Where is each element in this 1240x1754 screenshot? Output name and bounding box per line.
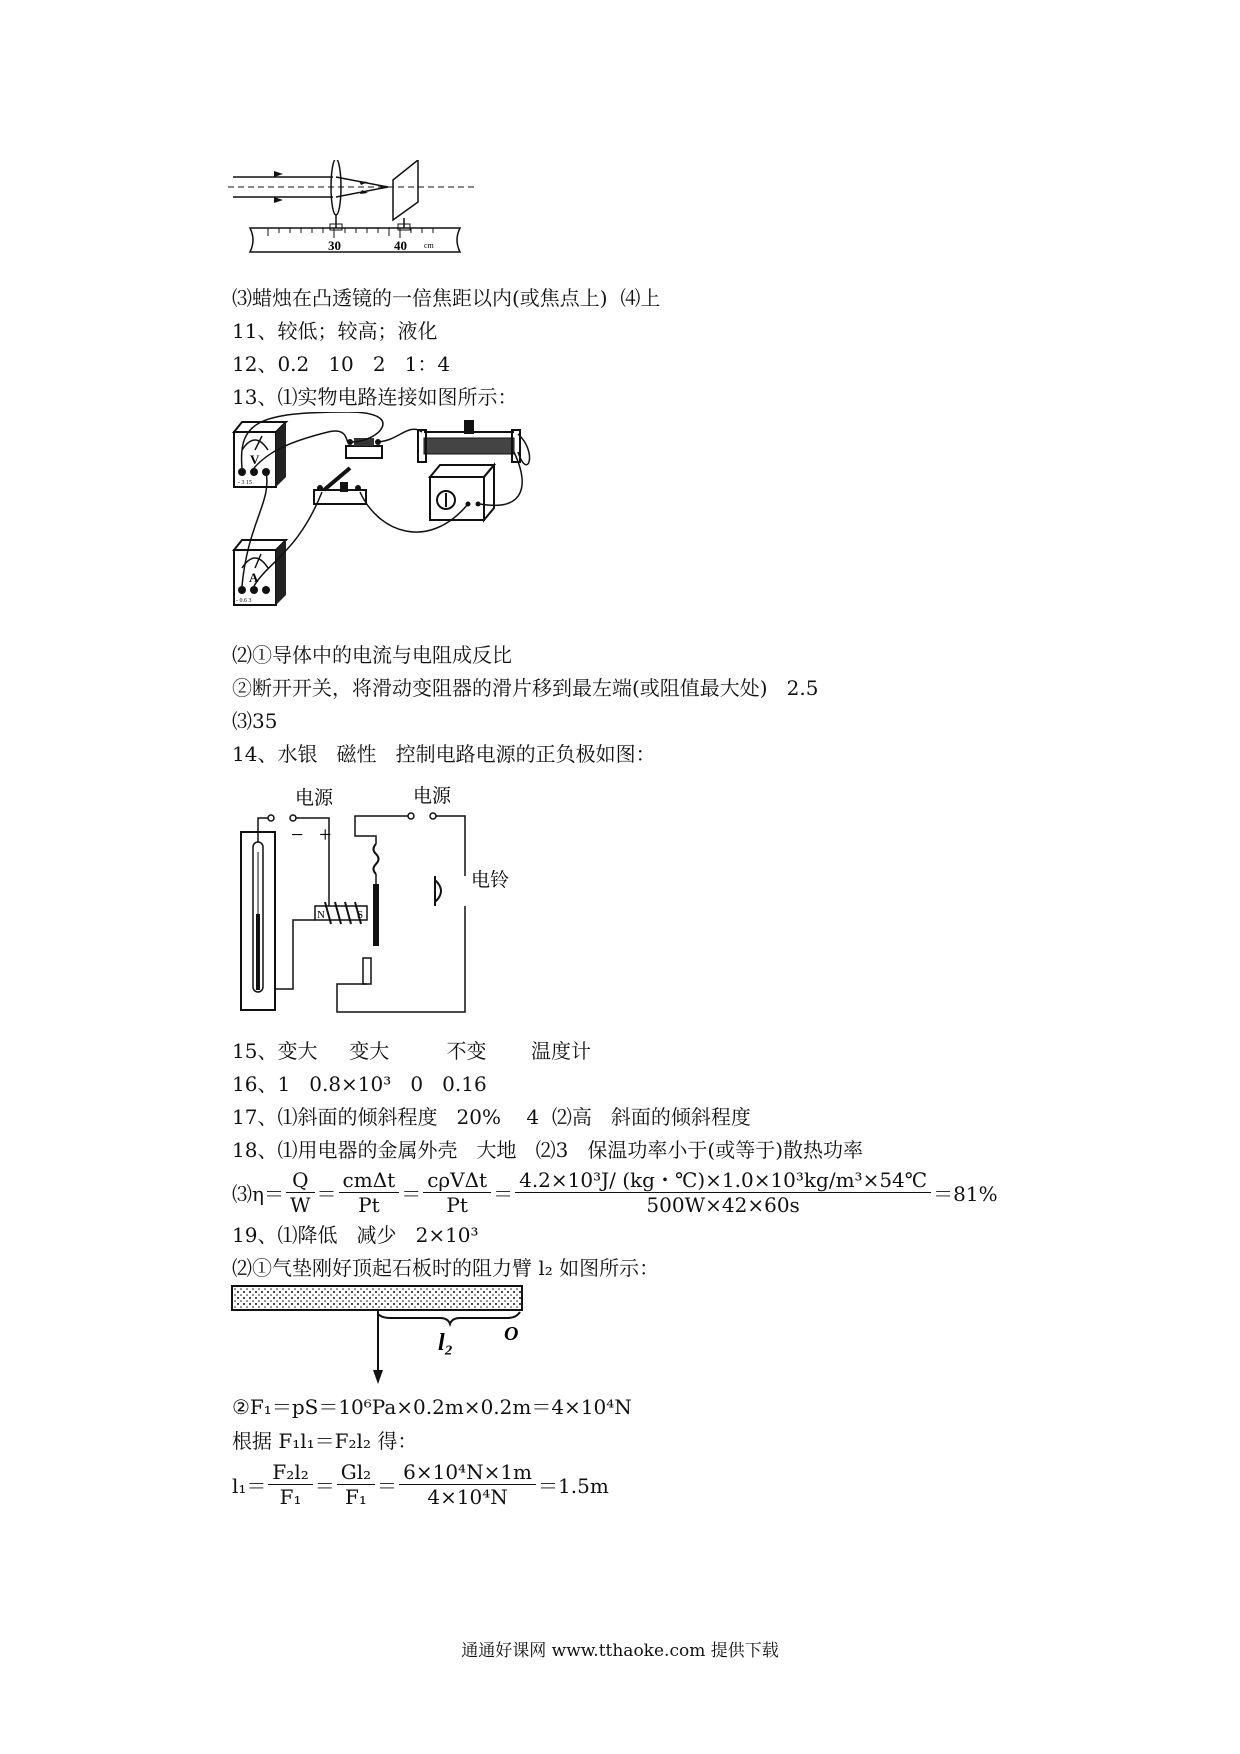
answer-10-3: ⑶蜡烛在凸透镜的一倍焦距以内(或焦点上) ⑷上	[232, 286, 661, 310]
eq19-eq2: ＝	[377, 1474, 398, 1498]
equation-18	[232, 1168, 998, 1217]
bell-label: 电铃	[471, 870, 510, 891]
answer-19-f1: ②F₁＝pS＝10⁶Pa×0.2m×0.2m＝4×10⁴N	[232, 1395, 632, 1419]
spring-icon	[374, 844, 379, 874]
bell-icon	[435, 876, 441, 906]
ammeter-icon	[234, 540, 286, 605]
answer-16: 16、1 0.8×10³ 0 0.16	[232, 1072, 487, 1096]
pole-n: N	[317, 909, 325, 921]
page-footer: 通通好课网 www.tthaoke.com 提供下载	[461, 1641, 779, 1661]
eq19-result: ＝1.5m	[538, 1474, 609, 1498]
eq18-f1-num: Q	[286, 1168, 315, 1193]
lever-arm-label: l₂	[438, 1330, 454, 1356]
answer-13-2a: ⑵①导体中的电流与电阻成反比	[232, 643, 512, 667]
ammeter-scale: - 0.6 3	[236, 598, 252, 604]
answer-17: 17、⑴斜面的倾斜程度 20% 4 ⑵高 斜面的倾斜程度	[232, 1105, 751, 1129]
eq19-f1-num: F₂l₂	[268, 1460, 312, 1485]
eq19-f3-num: 6×10⁴N×1m	[399, 1460, 536, 1485]
answer-19-2: ⑵①气垫刚好顶起石板时的阻力臂 l₂ 如图所示：	[232, 1256, 660, 1280]
eq18-eq1: ＝	[316, 1182, 337, 1206]
eq19-f2-num: Gl₂	[337, 1460, 375, 1485]
pivot-label: O	[504, 1323, 519, 1345]
rheostat-icon	[418, 420, 520, 462]
switch-icon	[314, 468, 366, 504]
answer-15: 15、变大 变大 不变 温度计	[232, 1039, 591, 1063]
ruler-label-40: 40	[394, 238, 407, 253]
answer-18: 18、⑴用电器的金属外壳 大地 ⑵3 保温功率小于(或等于)散热功率	[232, 1138, 863, 1162]
eq19-f2-den: F₁	[344, 1485, 367, 1509]
eq19-f3-den: 4×10⁴N	[427, 1485, 508, 1509]
answer-13-1: 13、⑴实物电路连接如图所示：	[232, 385, 518, 409]
voltmeter-label: V	[250, 452, 260, 467]
eq18-frac4	[515, 1168, 931, 1217]
ruler-label-30: 30	[328, 238, 341, 253]
resistor-icon	[346, 438, 382, 458]
eq19-frac1	[268, 1460, 312, 1509]
eq18-frac1	[286, 1168, 315, 1217]
answer-19: 19、⑴降低 减少 2×10³	[232, 1223, 479, 1247]
ruler-unit: cm	[424, 241, 434, 250]
eq18-f1-den: W	[289, 1193, 311, 1217]
eq18-f3-num: cρVΔt	[423, 1168, 491, 1193]
answer-12: 12、0.2 10 2 1：4	[232, 352, 451, 376]
plus-sign: +	[319, 822, 332, 847]
equation-19	[232, 1460, 609, 1509]
ammeter-label: A	[249, 570, 259, 585]
eq18-lead: ⑶η＝	[232, 1182, 284, 1206]
thermometer-icon	[241, 832, 275, 1010]
answer-19-gen: 根据 F₁l₁＝F₂l₂ 得：	[232, 1429, 418, 1453]
contact	[363, 958, 371, 984]
voltmeter-scale: - 3 15	[238, 480, 252, 486]
eq19-frac3	[399, 1460, 536, 1509]
eq18-f2-num: cmΔt	[339, 1168, 400, 1193]
eq18-frac3	[423, 1168, 491, 1217]
eq18-f2-den: Pt	[358, 1193, 380, 1217]
answer-13-2b: ②断开开关，将滑动变阻器的滑片移到最左端(或阻值最大处) 2.5	[232, 676, 819, 700]
circuit-13-figure	[228, 412, 588, 622]
power-supply-icon	[430, 465, 494, 520]
answer-13-3: ⑶35	[232, 709, 278, 733]
eq19-frac2	[337, 1460, 375, 1509]
minus-sign: −	[291, 822, 304, 847]
lever-figure	[230, 1284, 540, 1394]
power-label-2: 电源	[413, 786, 452, 807]
pole-s: S	[357, 909, 364, 921]
eq18-frac2	[339, 1168, 400, 1217]
answer-11: 11、较低；较高；液化	[232, 319, 438, 343]
power-label-1: 电源	[295, 788, 334, 809]
eq18-f4-num: 4.2×10³J/ (kg・℃)×1.0×10³kg/m³×54℃	[515, 1168, 931, 1193]
eq19-lead: l₁＝	[232, 1474, 267, 1498]
eq18-f3-den: Pt	[446, 1193, 468, 1217]
eq19-f1-den: F₁	[279, 1485, 302, 1509]
answer-14: 14、水银 磁性 控制电路电源的正负极如图：	[232, 742, 656, 766]
eq18-eq3: ＝	[493, 1182, 514, 1206]
eq18-result: ＝81%	[933, 1182, 998, 1206]
eq18-f4-den: 500W×42×60s	[646, 1193, 800, 1217]
circuit-14-figure	[235, 784, 525, 1014]
lens-figure	[228, 160, 478, 270]
eq19-eq1: ＝	[314, 1474, 335, 1498]
electromagnet-icon	[315, 902, 367, 924]
armature	[373, 884, 379, 946]
eq18-eq2: ＝	[401, 1182, 422, 1206]
